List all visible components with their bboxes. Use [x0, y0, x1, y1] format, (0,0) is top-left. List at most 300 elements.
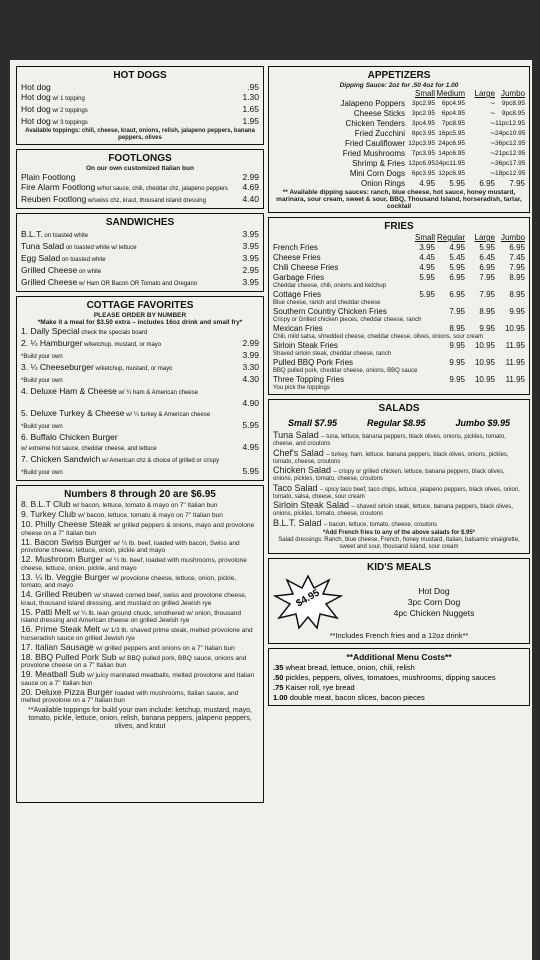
fries-price: 10.95 — [474, 358, 495, 367]
fries-name: Chili Cheese Fries — [273, 263, 339, 272]
kids-item: Hot Dog — [418, 585, 450, 596]
fries-price: 5.95 — [449, 263, 465, 272]
item-price: 3.30 — [242, 362, 259, 372]
item-price: 4.69 — [242, 182, 259, 192]
item-label: Fire Alarm Footlong — [21, 182, 96, 192]
hotdogs-toppings: Available toppings: chili, cheese, kraut, onions, relish, jalapeno peppers, banana peppers, olives — [25, 128, 255, 141]
item-label: 6. Buffalo Chicken Burger — [21, 432, 118, 442]
item-label: 2. ¼ Hamburger — [21, 338, 83, 348]
kids-item: 3pc Corn Dog — [407, 596, 461, 607]
appetizer-name: Onion Rings — [360, 179, 405, 188]
menu-item — [21, 362, 259, 374]
numbered-item-desc: w/ ¼ lb. beef, loaded with mushrooms, provolone cheese, lettuce, onion, pickle, and mayo — [21, 557, 247, 572]
numbered-item — [21, 521, 259, 537]
item-name — [21, 194, 206, 206]
item-price: 2.99 — [242, 338, 259, 348]
numbered-item-name: 14. Grilled Reuben — [21, 589, 95, 599]
cottage-sub2: *Make it a meal for $3.50 extra – includes 16oz drink and small fry* — [37, 319, 243, 326]
left-column — [16, 66, 264, 807]
item-price: 4.30 — [242, 374, 259, 384]
appetizer-price: 21pc12.95 — [495, 150, 526, 157]
appetizers-title: APPETIZERS — [367, 70, 431, 81]
menu-item — [21, 454, 259, 466]
fries-name: Pulled BBQ Pork Fries — [273, 358, 354, 367]
menu-item — [21, 432, 259, 442]
appetizer-price: 24pc11.95 — [435, 160, 465, 167]
item-label: 5. Deluxe Turkey & Cheese — [21, 408, 125, 418]
menu-item — [21, 253, 259, 265]
numbered-item-desc: w/ ¼ lb. beef, loaded with bacon, Swiss and provolone cheese, lettuce, onion, pickle and mayo — [21, 539, 240, 554]
fries-price: 4.95 — [419, 263, 435, 272]
numbered-item — [21, 686, 259, 705]
fries-price — [405, 358, 435, 368]
item-name — [21, 277, 197, 289]
salads-note2: Salad dressings: Ranch, blue cheese, French, honey mustard, Italian, balsamic vinaigrette, sweet and sour, thousand island, sour cream — [278, 537, 520, 550]
salad-name: Sirloin Steak Salad — [273, 500, 352, 510]
salad-item — [273, 517, 525, 529]
fries-price: 6.45 — [479, 253, 495, 262]
item-note: on toasted white — [60, 257, 106, 263]
appetizer-price: 14pc6.95 — [438, 150, 465, 157]
item-label: Reuben Footlong — [21, 194, 87, 204]
fries-price: 7.95 — [479, 273, 495, 282]
menu-item — [21, 442, 259, 454]
item-price: 4.40 — [242, 194, 259, 204]
appetizer-price: 9pc8.95 — [501, 110, 525, 117]
salad-desc: – bacon, lettuce, tomato, cheese, croutons — [324, 521, 438, 528]
item-name — [21, 362, 172, 374]
menu-item — [21, 466, 259, 478]
fries-header — [273, 233, 525, 243]
appetizers-col-header: Medium — [436, 89, 465, 98]
item-price: 4.90 — [242, 398, 259, 408]
item-name — [21, 338, 161, 350]
appetizer-price: ~ — [490, 129, 495, 138]
salad-desc: – spicy taco beef, taco chips, lettuce, jalapeno peppers, black olives, onion, tomato, salsa, cheese, sour cream — [273, 486, 520, 500]
appetizers-col-header: Small — [414, 89, 435, 98]
salad-name: Tuna Salad — [273, 430, 322, 440]
numbered-item — [21, 536, 259, 555]
salad-item — [273, 447, 525, 466]
fries-desc: Cheddar cheese, chili, onions and ketchup — [273, 283, 387, 289]
item-name — [21, 104, 88, 116]
fries-price: 9.95 — [479, 324, 495, 333]
item-name — [21, 386, 198, 398]
appetizers-col-header: Large — [474, 89, 495, 98]
appetizer-name: Shrimp & Fries — [352, 159, 405, 168]
cottage-sub1: PLEASE ORDER BY NUMBER — [93, 312, 187, 319]
numbered-item-name: 18. BBQ Pulled Pork Sub — [21, 651, 119, 662]
menu-item — [21, 420, 259, 432]
item-name — [21, 241, 137, 253]
appetizer-price: 11pc12.95 — [495, 120, 525, 127]
salad-name: Chicken Salad — [273, 465, 334, 475]
menu-item — [21, 408, 259, 420]
fries-desc: Blue cheese, ranch and cheddar cheese — [273, 300, 381, 306]
item-name — [21, 420, 63, 432]
appetizer-price: 24pc6.95 — [438, 140, 465, 147]
fries-name: Sirloin Steak Fries — [273, 341, 338, 350]
menu-item — [21, 350, 259, 362]
fries-row — [273, 358, 525, 368]
item-price: 3.95 — [242, 229, 259, 239]
fries-price: 10.95 — [474, 375, 495, 384]
footlongs-title: FOOTLONGS — [108, 153, 172, 164]
numbered-item-desc: loaded with mushrooms, Italian sauce, and melted provolone on a 7" Italian bun — [21, 689, 239, 704]
item-price: 2.99 — [242, 172, 259, 182]
item-note: on toasted white — [42, 233, 89, 239]
fries-col-header: Jumbo — [500, 233, 525, 242]
item-price: 2.95 — [242, 265, 259, 275]
fries-desc: Crispy or Grilled chicken pieces, cheddar cheese, ranch — [273, 317, 422, 323]
salad-size: Jumbo $9.95 — [455, 418, 510, 428]
salad-size: Regular $8.95 — [366, 418, 426, 428]
fries-price: 6.95 — [449, 290, 465, 299]
numbered-item-name: 19. Meatball Sub — [21, 669, 88, 679]
item-name — [21, 374, 63, 386]
item-note: check the specials board — [79, 330, 148, 336]
numbered-item-name: 9. Turkey Club — [21, 509, 79, 519]
numbered-item — [21, 571, 259, 590]
appetizer-name: Mini Corn Dogs — [349, 169, 405, 178]
fries-price: 5.45 — [449, 253, 465, 262]
salad-size: Small $7.95 — [287, 418, 338, 428]
fries-price: 7.95 — [449, 307, 465, 316]
numbered-item — [21, 671, 259, 687]
numbered-item-desc: w/ 1/3 lb. shaved prime steak, melted provolone and horseradish sauce on grilled Jewish rye — [21, 627, 253, 642]
menu-item — [21, 194, 259, 206]
additional-price: .35 — [273, 663, 286, 672]
item-name — [21, 265, 101, 277]
numbered-item-name: 13. ¼ lb. Veggie Burger — [21, 571, 113, 582]
item-note: w/ 1 topping — [50, 96, 85, 102]
appetizer-price: ~ — [490, 139, 495, 148]
fries-name: Southern Country Chicken Fries — [273, 307, 387, 316]
item-note: *Build your own — [21, 424, 63, 430]
numbered-item-name: 10. Philly Cheese Steak — [21, 519, 114, 529]
footlongs-section — [16, 149, 264, 209]
fries-name: French Fries — [273, 243, 318, 252]
appetizer-price: 7.95 — [509, 179, 525, 188]
fries-name: Cottage Fries — [273, 290, 322, 299]
menu-item — [21, 182, 259, 194]
item-name — [21, 172, 75, 182]
menu-item — [21, 374, 259, 386]
numbered-item-name: 17. Italian Sausage — [21, 641, 97, 652]
fries-price: 8.95 — [449, 324, 465, 333]
item-name — [21, 92, 85, 104]
additional-item — [273, 693, 525, 703]
salad-desc: – tuna, lettuce, banana peppers, black olives, onions, pickles, tomato, cheese, and croutons — [273, 434, 506, 447]
kids-section — [268, 558, 530, 644]
numbered-item-desc: w/ shaved corned beef, swiss and provolone cheese, kraut, thousand island dressing, and mustard on grilled Jewish rye — [21, 592, 247, 607]
sandwiches-section — [16, 213, 264, 292]
item-note: on toasted white w/ lettuce — [64, 245, 137, 251]
fries-row — [273, 243, 525, 253]
appetizer-name: Jalapeno Poppers — [340, 99, 405, 108]
additional-price: 1.00 — [273, 693, 290, 702]
item-note: w/ ¼ ham & American cheese — [116, 390, 198, 396]
appetizer-name: Fried Mushrooms — [342, 149, 405, 158]
fries-col-header: Large — [474, 233, 495, 242]
numbered-item-name: 16. Prime Steak Melt — [21, 624, 103, 634]
item-price: .95 — [247, 82, 259, 92]
additional-item — [273, 683, 525, 693]
item-name — [21, 408, 210, 420]
item-label: 1. Daily Special — [21, 326, 80, 336]
fries-price: 6.95 — [449, 273, 465, 282]
fries-name: Cheese Fries — [273, 253, 321, 262]
kids-price: $4.95 — [294, 587, 322, 610]
fries-price: 9.95 — [449, 341, 465, 350]
numbered-item-desc: w/ bacon, lettuce, tomato & mayo on 7" Italian bun — [78, 512, 223, 519]
numbers-footer: **Available toppings for build your own include: ketchup, mustard, mayo, tomato, pickle, lettuce, onion, relish, banana peppers, jalapeno peppers, olives, and kraut — [28, 706, 252, 730]
appetizers-section — [268, 66, 530, 213]
item-note: w/ American chz & choice of grilled or crispy — [100, 458, 220, 464]
item-label: Tuna Salad — [21, 241, 65, 251]
fries-name: Garbage Fries — [273, 273, 325, 282]
appetizer-price: 18pc12.95 — [495, 170, 526, 177]
appetizer-price: 6pc4.95 — [441, 110, 465, 117]
fries-name: Mexican Fries — [273, 324, 323, 333]
appetizer-price: 4.95 — [419, 179, 435, 188]
item-label: Egg Salad — [21, 253, 61, 263]
fries-price — [405, 341, 435, 351]
fries-row — [273, 263, 525, 273]
item-note: w/ ¼ turkey & American cheese — [124, 412, 211, 418]
item-label: Hot dog — [21, 104, 51, 114]
fries-desc: Shaved sirloin steak, cheddar cheese, ranch — [273, 351, 392, 357]
item-label: Hot dog — [21, 116, 51, 126]
item-note: *Build your own — [21, 378, 63, 384]
fries-price: 4.45 — [419, 253, 435, 262]
salad-item — [273, 432, 525, 448]
appetizer-name: Fried Cauliflower — [344, 139, 405, 148]
item-label: Hot dog — [21, 82, 51, 92]
additional-desc: wheat bread, lettuce, onion, chili, relish — [285, 663, 415, 672]
fries-price: 5.95 — [419, 273, 435, 282]
salad-name: Taco Salad — [273, 482, 321, 493]
item-note: on white — [77, 269, 102, 275]
item-label: Grilled Cheese — [21, 277, 78, 287]
fries-row — [273, 253, 525, 263]
item-price: 3.99 — [242, 350, 259, 360]
fries-col-header: Regular — [436, 233, 465, 242]
fries-row — [273, 324, 525, 334]
fries-price: 8.95 — [509, 290, 525, 299]
item-name — [21, 350, 63, 362]
item-note: w/ketchup, mustard, or mayo — [93, 366, 173, 372]
numbered-item — [21, 651, 259, 670]
footlongs-subtitle: On our own customized Italian bun — [86, 165, 194, 172]
appetizers-col-blank — [273, 89, 405, 99]
item-name — [21, 229, 88, 241]
item-name — [21, 432, 118, 442]
salads-section — [268, 399, 530, 554]
numbered-item-desc: w/ grilled peppers & onions, mayo and provolone cheese on a 7" Italian bun — [21, 522, 255, 537]
appetizer-price: 12pc6.95 — [438, 170, 465, 177]
item-price: 3.95 — [242, 253, 259, 263]
salad-item — [273, 482, 525, 501]
menu-item — [21, 116, 259, 128]
numbered-item-desc: w/ juicy marinated meatballs, melted provolone and Italian sauce on a 7" Italian bun — [21, 672, 255, 687]
appetizer-price: 3pc4.95 — [411, 120, 435, 127]
item-price: 5.95 — [242, 466, 259, 476]
appetizer-price: 5.95 — [449, 179, 465, 188]
numbered-item-name: 8. B.L.T Club — [21, 499, 73, 509]
item-note: w/ extreme hot sauce, cheddar cheese, and lettuce — [21, 446, 157, 452]
item-price: 3.95 — [242, 241, 259, 251]
item-name — [21, 454, 219, 466]
appetizer-price: 8pc3.95 — [411, 130, 435, 137]
item-name — [21, 116, 88, 128]
fries-row — [273, 290, 525, 300]
fries-price — [405, 375, 435, 385]
additional-desc: double meat, bacon slices, bacon pieces — [289, 693, 425, 702]
appetizer-price: ~ — [490, 119, 495, 128]
menu-item — [21, 92, 259, 104]
additional-item — [273, 663, 525, 673]
menu-item — [21, 277, 259, 289]
fries-desc: Chili, mild salsa, shredded cheese, cheddar cheese, olives, onions, sour cream — [273, 334, 484, 340]
item-name — [21, 82, 51, 92]
item-label: B.L.T. — [21, 229, 43, 239]
fries-desc: BBQ pulled pork, cheddar cheese, onions, BBQ sauce — [273, 368, 418, 374]
salads-note1: *Add French fries to any of the above salads for $.95* — [322, 530, 476, 536]
item-note: w/ 3 toppings — [50, 120, 88, 126]
menu-item — [21, 386, 259, 398]
menu-item — [21, 82, 259, 92]
fries-price: 10.95 — [474, 341, 495, 350]
item-price: 1.95 — [242, 116, 259, 126]
item-name — [21, 442, 157, 454]
fries-row — [273, 307, 525, 317]
numbered-item — [21, 591, 259, 607]
item-note: *Build your own — [21, 470, 63, 476]
fries-row — [273, 375, 525, 385]
fries-price: 7.95 — [479, 290, 495, 299]
item-name — [21, 182, 228, 194]
item-price: 1.65 — [242, 104, 259, 114]
fries-desc: You pick the toppings — [273, 385, 330, 391]
fries-price: 3.95 — [419, 243, 435, 252]
numbers-title: Numbers 8 through 20 are $6.95 — [64, 489, 216, 500]
numbers-section — [16, 485, 264, 803]
appetizer-price: 7pc8.95 — [441, 120, 465, 127]
item-price: 1.30 — [242, 92, 259, 102]
item-label: 7. Chicken Sandwich — [21, 454, 101, 464]
numbered-item — [21, 556, 259, 572]
appetizers-footer: ** Available dipping sauces: ranch, blue cheese, hot sauce, honey mustard, marinara, sour cream, sweet & sour, BBQ, Thousand Island, horseradish, tartar, cocktail — [276, 189, 522, 210]
appetizer-price: 16pc5.95 — [438, 130, 465, 137]
appetizer-price: 6pc3.95 — [411, 170, 435, 177]
fries-price: 9.95 — [449, 358, 465, 367]
salad-item — [273, 467, 525, 483]
fries-price: 11.95 — [505, 358, 525, 367]
item-note: w/hot sauce, chili, cheddar chz, jalapeno peppers — [95, 186, 228, 192]
appetizer-price: 3pc2.95 — [411, 100, 435, 107]
additional-section — [268, 648, 530, 706]
item-label: Plain Footlong — [21, 172, 76, 182]
item-name — [21, 326, 147, 338]
item-label: 4. Deluxe Ham & Cheese — [21, 386, 117, 396]
item-name — [21, 466, 63, 478]
price-burst — [273, 574, 343, 630]
menu-item — [21, 326, 259, 338]
menu-item — [21, 338, 259, 350]
numbered-item — [21, 606, 259, 625]
appetizer-price: 9pc8.95 — [501, 100, 525, 107]
appetizer-price: 7pc3.95 — [411, 150, 435, 157]
appetizer-price: 24pc10.95 — [495, 130, 526, 137]
hotdogs-title: HOT DOGS — [113, 70, 167, 81]
fries-price — [405, 307, 435, 317]
fries-row — [273, 273, 525, 283]
item-note: w/ Ham OR Bacon OR Tomato and Oregano — [77, 281, 198, 287]
additional-desc: pickles, peppers, olives, tomatoes, mushrooms, dipping sauces — [285, 673, 496, 682]
numbered-item-desc: w/ ¼ lb. lean ground chuck, smothered w/ onion, thousand island dressing and American cheese on grilled Jewish rye — [21, 609, 241, 624]
appetizers-subtitle: Dipping Sauce: 2oz for .50 4oz for 1.00 — [339, 82, 459, 89]
numbered-item-name: 20. Deluxe Pizza Burger — [21, 686, 116, 697]
fries-price: 7.95 — [509, 263, 525, 272]
fries-price: 8.95 — [509, 273, 525, 282]
item-price: 5.95 — [242, 420, 259, 430]
appetizer-name: Chicken Tenders — [345, 119, 405, 128]
menu-item — [21, 104, 259, 116]
appetizer-price: 36pc12.95 — [495, 140, 526, 147]
fries-row — [273, 341, 525, 351]
salads-title: SALADS — [378, 403, 420, 414]
fries-title: FRIES — [384, 221, 414, 232]
appetizer-price: 36pc17.95 — [495, 160, 526, 167]
appetizer-price: ~ — [490, 149, 495, 158]
item-price: 4.95 — [242, 442, 259, 452]
appetizer-price: 12pc6.95 — [408, 160, 435, 167]
menu-paper — [10, 60, 532, 960]
appetizer-price: ~ — [490, 109, 495, 118]
numbered-item-desc: w/ bacon, lettuce, tomato & mayo on 7" Italian bun — [72, 502, 218, 509]
fries-price: 5.95 — [479, 243, 495, 252]
kids-item: 4pc Chicken Nuggets — [393, 607, 475, 618]
additional-title: **Additional Menu Costs** — [346, 652, 452, 662]
appetizer-price: ~ — [490, 99, 495, 108]
appetizer-price: 3pc2.95 — [411, 110, 435, 117]
fries-price: 11.95 — [505, 341, 525, 350]
fries-price: 6.95 — [479, 263, 495, 272]
fries-section — [268, 217, 530, 395]
cottage-title: COTTAGE FAVORITES — [86, 300, 194, 311]
numbered-item-desc: w/ grilled peppers and onions on a 7" Italian bun — [96, 644, 235, 652]
fries-price: 9.95 — [509, 307, 525, 316]
item-note: w/ 2 toppings — [50, 108, 88, 114]
menu-item — [21, 172, 259, 182]
numbered-item-name: 11. Bacon Swiss Burger — [21, 536, 114, 547]
numbered-item-name: 12. Mushroom Burger — [21, 554, 106, 564]
numbered-item — [21, 626, 259, 642]
salad-item — [273, 502, 525, 518]
item-name — [21, 253, 106, 265]
fries-price: 7.45 — [509, 253, 525, 262]
kids-note: **Includes French fries and a 12oz drink** — [329, 631, 469, 640]
numbered-item-desc: w/ BBQ pulled pork, BBQ sauce, onions and provolone cheese on a 7" Italian bun — [21, 654, 247, 669]
item-note: *Build your own — [21, 354, 63, 360]
item-note: w/swiss chz, kraut, thousand island dressing — [86, 198, 206, 204]
appetizer-price: ~ — [490, 169, 495, 178]
numbered-item-name: 15. Patti Melt — [21, 606, 73, 617]
salad-desc: – shaved sirloin steak, lettuce, banana peppers, black olives, onions, pickles, tomato, cheese, croutons — [273, 504, 513, 517]
additional-desc: Kaiser roll, rye bread — [285, 683, 355, 692]
right-column — [268, 66, 530, 710]
